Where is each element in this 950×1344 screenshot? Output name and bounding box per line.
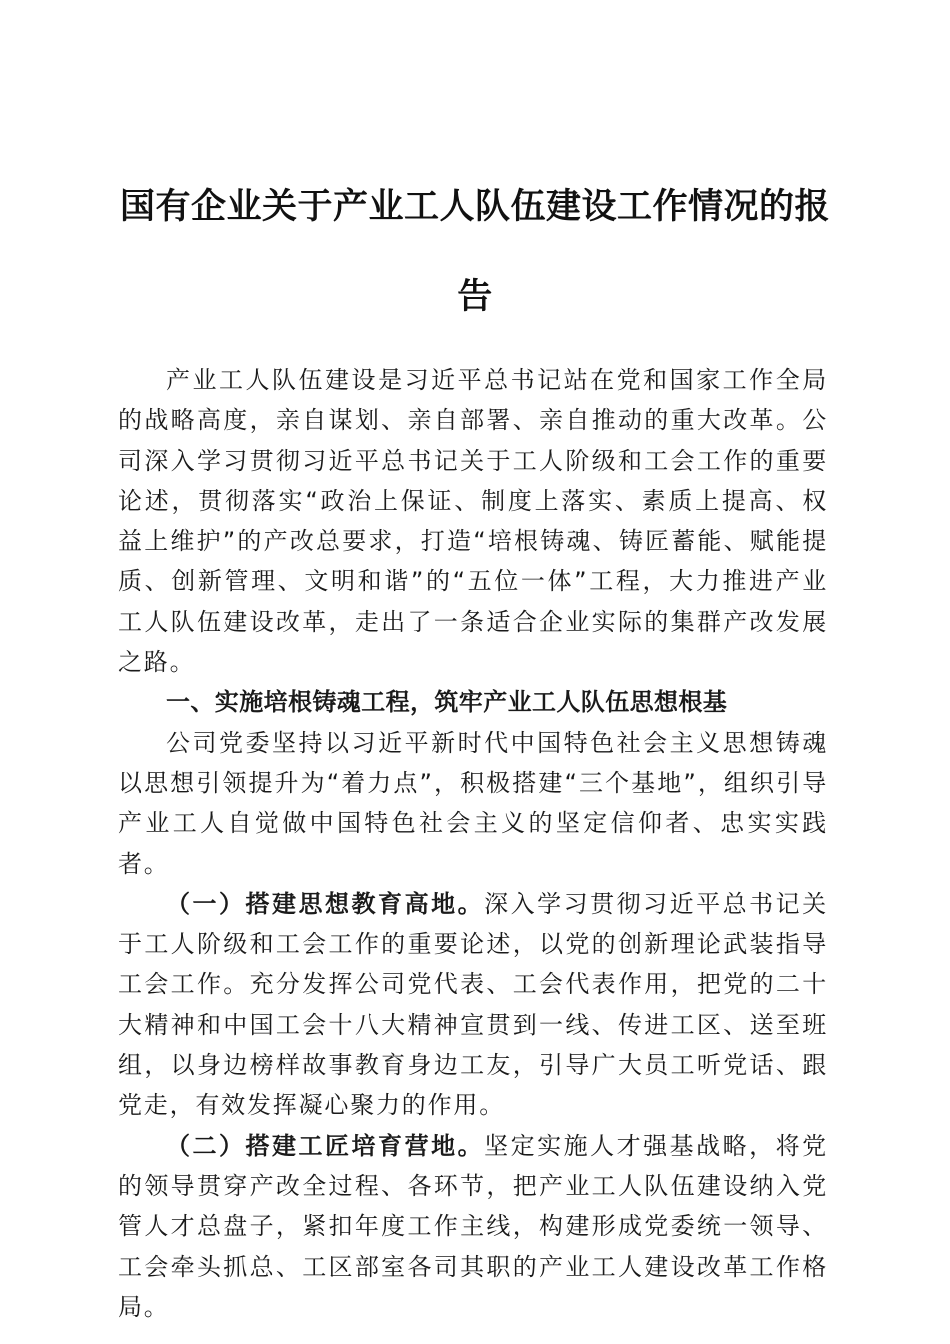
paragraph-text: 公司党委坚持以习近平新时代中国特色社会主义思想铸魂以思想引领提升为“着力点”，积极搭建“三个基地”，组织引导产业工人自觉做中国特色社会主义的坚定信仰者、忠实实践者。 xyxy=(118,728,828,878)
subsection-lead: （一）搭建思想教育高地。 xyxy=(166,889,485,918)
heading-text: 一、实施培根铸魂工程，筑牢产业工人队伍思想根基 xyxy=(166,688,728,717)
subsection-paragraph xyxy=(118,884,828,1126)
subsection-lead: （二）搭建工匠培育营地。 xyxy=(166,1131,485,1160)
paragraph-text: 坚定实施人才强基战略，将党的领导贯穿产改全过程、各环节，把产业工人队伍建设纳入党管人才总盘子，紧扣年度工作主线，构建形成党委统一领导、工会牵头抓总、工区部室各司其职的产业工人建设改革工作格局。 xyxy=(118,1131,828,1321)
intro-paragraph xyxy=(118,360,828,682)
document-title: 国有企业关于产业工人队伍建设工作情况的报告 xyxy=(119,186,830,317)
subsection-paragraph xyxy=(118,1126,828,1327)
section-intro-paragraph xyxy=(118,723,828,884)
paragraph-text: 产业工人队伍建设是习近平总书记站在党和国家工作全局的战略高度，亲自谋划、亲自部署、亲自推动的重大改革。公司深入学习贯彻习近平总书记关于工人阶级和工会工作的重要论述，贯彻落实“政治上保证、制度上落实、素质上提高、权益上维护”的产改总要求，打造“培根铸魂、铸匠蓄能、赋能提质、创新管理、文明和谐”的“五位一体”工程，大力推进产业工人队伍建设改革，走出了一条适合企业实际的集群产改发展之路。 xyxy=(118,366,828,677)
paragraph-text: 深入学习贯彻习近平总书记关于工人阶级和工会工作的重要论述，以党的创新理论武装指导工会工作。充分发挥公司党代表、工会代表作用，把党的二十大精神和中国工会十八大精神宣贯到一线、传进工区、送至班组，以身边榜样故事教育身边工友，引导广大员工听党话、跟党走，有效发挥凝心聚力的作用。 xyxy=(118,889,828,1120)
document-body xyxy=(118,360,828,1327)
section-heading xyxy=(118,682,828,722)
